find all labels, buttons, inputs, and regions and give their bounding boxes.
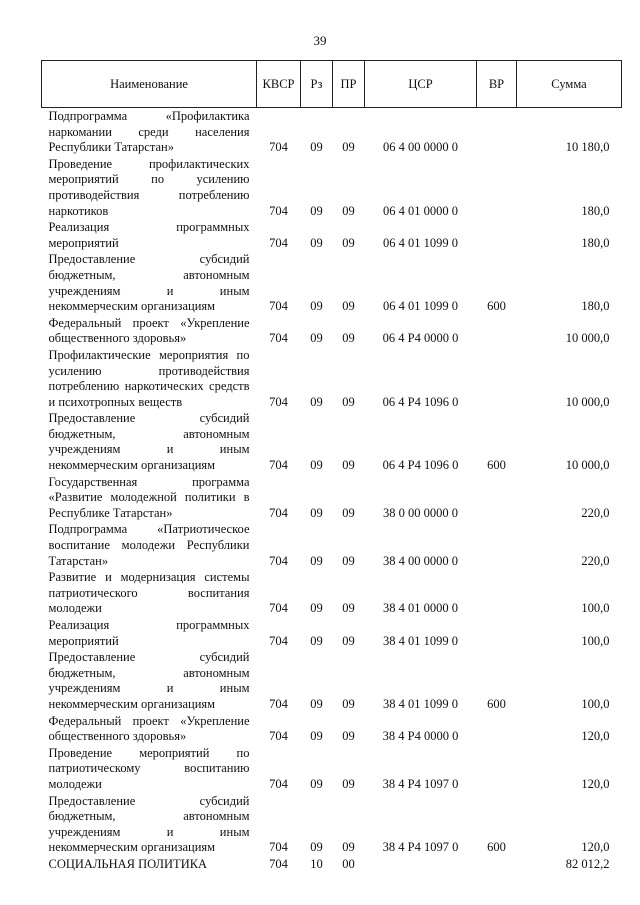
cell-rz: 09 (310, 553, 323, 568)
cell-rz: 09 (310, 203, 323, 218)
cell-kvsr: 704 (269, 840, 288, 855)
table-row (42, 521, 622, 569)
cell-name: СОЦИАЛЬНАЯ ПОЛИТИКА (48, 856, 208, 871)
cell-name: Предоставление субсидий бюджетным, автономным учреждениям и иным некоммерческим организациям (48, 252, 250, 314)
cell-sum: 100,0 (581, 633, 610, 648)
cell-csr (365, 856, 477, 873)
cell-csr: 06 4 01 1099 0 (383, 299, 458, 314)
cell-vr (477, 617, 517, 649)
column-header-pr: ПР (333, 61, 365, 108)
table-row (42, 713, 622, 745)
table-body (42, 108, 622, 873)
cell-vr (477, 521, 517, 569)
cell-vr (477, 474, 517, 522)
column-header-kvsr: КВСР (257, 61, 301, 108)
table-row (42, 347, 622, 410)
cell-pr: 09 (342, 553, 355, 568)
cell-csr: 38 4 01 0000 0 (383, 601, 458, 616)
cell-csr: 38 4 01 1099 0 (383, 633, 458, 648)
column-header-csr: ЦСР (365, 61, 477, 108)
cell-csr: 06 4 P4 0000 0 (382, 331, 459, 346)
cell-pr: 09 (342, 140, 355, 155)
cell-pr: 09 (342, 505, 355, 520)
cell-csr: 38 0 00 0000 0 (383, 505, 458, 520)
cell-csr: 06 4 01 1099 0 (383, 235, 458, 250)
cell-kvsr: 704 (269, 729, 288, 744)
table-row (42, 219, 622, 251)
cell-name: Реализация программных мероприятий (48, 220, 250, 250)
column-header-vr: ВР (477, 61, 517, 108)
table-row (42, 649, 622, 712)
cell-rz: 09 (310, 394, 323, 409)
cell-name: Подпрограмма «Патриотическое воспитание молодежи Республики Татарстан» (48, 522, 250, 568)
cell-sum: 82 012,2 (565, 856, 610, 871)
cell-vr: 600 (487, 458, 506, 473)
cell-csr: 06 4 P4 1096 0 (382, 458, 459, 473)
table-row (42, 745, 622, 793)
cell-kvsr: 704 (269, 696, 288, 711)
cell-rz: 09 (310, 458, 323, 473)
cell-name: Проведение профилактических мероприятий по усилению противодействия потреблению наркотиков (48, 156, 250, 218)
table-row (42, 156, 622, 219)
cell-name: Развитие и модернизация системы патриотического воспитания молодежи (48, 570, 250, 616)
cell-rz: 09 (310, 140, 323, 155)
table-row (42, 410, 622, 473)
cell-name: Профилактические мероприятия по усилению противодействия потреблению наркотических средств и психотропных веществ (48, 347, 250, 409)
page-number: 39 (313, 33, 327, 48)
cell-sum: 180,0 (581, 299, 610, 314)
cell-csr: 06 4 01 0000 0 (383, 203, 458, 218)
cell-kvsr: 704 (269, 394, 288, 409)
cell-vr (477, 315, 517, 347)
table-row (42, 474, 622, 522)
cell-sum: 10 000,0 (565, 331, 610, 346)
cell-sum: 220,0 (581, 553, 610, 568)
cell-kvsr: 704 (269, 235, 288, 250)
cell-sum: 220,0 (581, 505, 610, 520)
cell-kvsr: 704 (269, 633, 288, 648)
cell-vr (477, 856, 517, 873)
cell-vr (477, 219, 517, 251)
cell-pr: 09 (342, 458, 355, 473)
cell-rz: 10 (310, 856, 323, 871)
table-row (42, 793, 622, 856)
cell-vr: 600 (487, 299, 506, 314)
cell-vr: 600 (487, 840, 506, 855)
column-header-sum: Сумма (517, 61, 622, 108)
cell-pr: 09 (342, 633, 355, 648)
cell-name: Проведение мероприятий по патриотическому воспитанию молодежи (48, 745, 250, 791)
cell-pr: 09 (342, 696, 355, 711)
cell-kvsr: 704 (269, 140, 288, 155)
cell-rz: 09 (310, 601, 323, 616)
cell-kvsr: 704 (269, 505, 288, 520)
cell-kvsr: 704 (269, 776, 288, 791)
table-row (42, 617, 622, 649)
table-row (42, 251, 622, 314)
column-header-rz: Рз (301, 61, 333, 108)
cell-csr: 38 4 01 1099 0 (383, 696, 458, 711)
cell-name: Реализация программных мероприятий (48, 618, 250, 648)
cell-kvsr: 704 (269, 601, 288, 616)
cell-kvsr: 704 (269, 203, 288, 218)
cell-name: Подпрограмма «Профилактика наркомании среди населения Республики Татарстан» (48, 109, 250, 155)
cell-vr (477, 108, 517, 156)
cell-pr: 09 (342, 394, 355, 409)
table-row (42, 569, 622, 617)
cell-rz: 09 (310, 840, 323, 855)
cell-sum: 120,0 (581, 776, 610, 791)
cell-csr: 06 4 P4 1096 0 (382, 394, 459, 409)
budget-table (41, 60, 622, 873)
cell-rz: 09 (310, 235, 323, 250)
cell-name: Федеральный проект «Укрепление общественного здоровья» (48, 315, 250, 346)
cell-vr (477, 569, 517, 617)
cell-sum: 180,0 (581, 203, 610, 218)
cell-rz: 09 (310, 331, 323, 346)
cell-pr: 09 (342, 235, 355, 250)
cell-kvsr: 704 (269, 856, 288, 871)
cell-sum: 100,0 (581, 696, 610, 711)
cell-name: Предоставление субсидий бюджетным, автономным учреждениям и иным некоммерческим организациям (48, 650, 250, 711)
cell-sum: 10 000,0 (565, 394, 610, 409)
cell-pr: 09 (342, 776, 355, 791)
cell-kvsr: 704 (269, 331, 288, 346)
cell-vr: 600 (487, 696, 506, 711)
table-row (42, 315, 622, 347)
cell-vr (477, 713, 517, 745)
cell-pr: 09 (342, 299, 355, 314)
cell-pr: 09 (342, 203, 355, 218)
table-header (42, 61, 622, 108)
cell-sum: 10 000,0 (565, 458, 610, 473)
cell-sum: 120,0 (581, 840, 610, 855)
cell-vr (477, 156, 517, 219)
table-row (42, 108, 622, 156)
cell-pr: 09 (342, 601, 355, 616)
cell-sum: 180,0 (581, 235, 610, 250)
cell-kvsr: 704 (269, 458, 288, 473)
cell-vr (477, 745, 517, 793)
cell-rz: 09 (310, 776, 323, 791)
cell-kvsr: 704 (269, 299, 288, 314)
cell-csr: 38 4 P4 1097 0 (382, 776, 459, 791)
cell-sum: 120,0 (581, 729, 610, 744)
cell-rz: 09 (310, 696, 323, 711)
cell-sum: 100,0 (581, 601, 610, 616)
column-header-name: Наименование (42, 61, 257, 108)
cell-name: Государственная программа «Развитие молодежной политики в Республике Татарстан» (48, 474, 250, 520)
cell-name: Предоставление субсидий бюджетным, автономным учреждениям и иным некоммерческим организациям (48, 793, 250, 855)
table-row (42, 856, 622, 873)
cell-csr: 38 4 P4 1097 0 (382, 840, 459, 855)
cell-rz: 09 (310, 505, 323, 520)
cell-rz: 09 (310, 633, 323, 648)
cell-name: Федеральный проект «Укрепление общественного здоровья» (48, 713, 250, 744)
cell-csr: 38 4 P4 0000 0 (382, 729, 459, 744)
cell-name: Предоставление субсидий бюджетным, автономным учреждениям и иным некоммерческим организациям (48, 411, 250, 473)
cell-rz: 09 (310, 299, 323, 314)
cell-csr: 38 4 00 0000 0 (383, 553, 458, 568)
cell-pr: 09 (342, 729, 355, 744)
cell-csr: 06 4 00 0000 0 (383, 140, 458, 155)
cell-rz: 09 (310, 729, 323, 744)
cell-vr (477, 347, 517, 410)
cell-pr: 09 (342, 840, 355, 855)
cell-pr: 09 (342, 331, 355, 346)
cell-kvsr: 704 (269, 553, 288, 568)
cell-sum: 10 180,0 (565, 140, 610, 155)
cell-pr: 00 (342, 856, 355, 871)
